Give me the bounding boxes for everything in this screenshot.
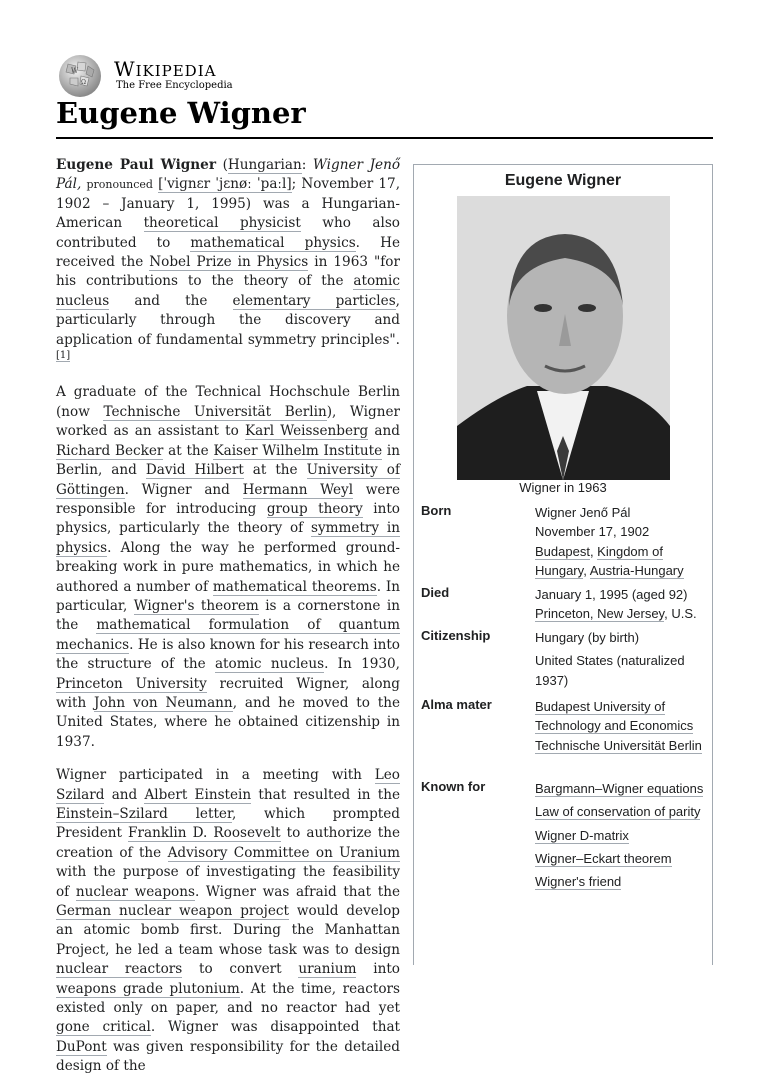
link-uranium[interactable]: uranium xyxy=(298,961,357,978)
link-einstein-szilard-letter[interactable]: Einstein–Szilard letter xyxy=(56,806,232,822)
born-label: Born xyxy=(421,503,452,518)
died-label: Died xyxy=(421,585,450,600)
link-group-theory[interactable]: group theory xyxy=(266,500,363,517)
wikipedia-globe-logo[interactable] xyxy=(56,54,104,98)
link-nuclear-weapons[interactable]: nuclear weapons xyxy=(75,883,195,900)
citizenship-value xyxy=(535,628,707,694)
link-dupont[interactable]: DuPont xyxy=(56,1038,107,1055)
portrait-photo[interactable] xyxy=(457,196,670,480)
link-german-nuclear-project[interactable]: German nuclear weapon project xyxy=(56,903,289,920)
link-bargmann-wigner[interactable]: Bargmann–Wigner equations xyxy=(535,781,704,796)
link-wigners-theorem[interactable]: Wigner's theorem xyxy=(133,597,259,614)
svg-text:Ω: Ω xyxy=(81,79,86,86)
alma-mater-value xyxy=(535,697,707,755)
link-gone-critical[interactable]: gone critical xyxy=(56,1019,151,1036)
link-symmetry-in-physics[interactable]: symmetry in physics xyxy=(56,520,400,556)
infobox xyxy=(413,164,713,965)
known-for-label: Known for xyxy=(421,779,486,794)
link-nobel-prize[interactable]: Nobel Prize in Physics xyxy=(149,254,309,271)
link-leo-szilard[interactable]: Leo Szilard xyxy=(56,767,400,803)
known-for-value xyxy=(535,779,707,895)
died-date: January 1, 1995 (aged 92) xyxy=(535,587,688,602)
article-body xyxy=(56,156,400,1091)
site-tagline: The Free Encyclopedia xyxy=(116,80,233,91)
link-mathematical-physics[interactable]: mathematical physics xyxy=(190,234,356,251)
link-hermann-weyl[interactable]: Hermann Weyl xyxy=(242,481,354,498)
title-divider xyxy=(56,137,713,139)
paragraph-manhattan: Wigner participated in a meeting with Leo Szilard and Albert Einstein that resulted in the Einstein–Szilard letter, which prompted President Franklin D. Roosevelt to authorize the creation of the Advisory Committee on Uranium with the purpose of investigating the feasibility of nuclear weapons. Wigner was afraid that the German nuclear weapon project would develop an atomic bomb first. During the Manhattan Project, he led a team whose task was to design nuclear reactors to convert uranium into weapons grade plutonium. At the time, reactors existed only on paper, and no reactor had yet gone critical. Wigner was disappointed that DuPont was given responsibility for the detailed design of the xyxy=(56,767,401,1075)
link-franklin-roosevelt[interactable]: Franklin D. Roosevelt xyxy=(128,825,281,842)
link-wigners-friend[interactable]: Wigner's friend xyxy=(535,874,622,890)
page-title: Eugene Wigner xyxy=(56,96,306,130)
link-theoretical-physicist[interactable]: theoretical physicist xyxy=(143,215,301,232)
link-john-von-neumann[interactable]: John von Neumann xyxy=(94,694,233,711)
link-karl-weissenberg[interactable]: Karl Weissenberg xyxy=(244,423,369,440)
link-wigner-d-matrix[interactable]: Wigner D-matrix xyxy=(535,827,629,843)
portrait-caption: Wigner in 1963 xyxy=(519,480,607,495)
link-elementary-particles[interactable]: elementary particles xyxy=(232,292,396,309)
link-advisory-committee[interactable]: Advisory Committee on Uranium xyxy=(167,844,400,861)
born-value: Wigner Jenő Pál November 17, 1902 Budapest, Kingdom of Hungary, Austria-Hungary xyxy=(535,503,707,580)
died-value: January 1, 1995 (aged 92) Princeton, New Jersey, U.S. xyxy=(535,585,707,624)
link-budapest-university[interactable]: Budapest University of Technology and Economics xyxy=(535,699,694,734)
link-atomic-nucleus-2[interactable]: atomic nucleus xyxy=(214,656,325,673)
paragraph-intro: Eugene Paul Wigner (Hungarian: Wigner Jenő Pál, pronounced [ˈviɡnɛr ˈjɛnøː ˈpaːl]; November 17, 1902 – January 1, 1995) was a Hungarian-American theoretical physicist who also contributed to mathematical physics. He received the Nobel Prize in Physics in 1963 "for his contributions to the theory of the atomic nucleus and the elementary particles, particularly through the discovery and application of fundamental symmetry principles".[1] xyxy=(56,157,401,361)
link-atomic-nucleus[interactable]: atomic nucleus xyxy=(56,273,400,309)
link-kingdom-of-hungary[interactable]: Kingdom of Hungary xyxy=(535,543,663,578)
ipa-pronunciation[interactable]: [ˈviɡnɛr ˈjɛnøː ˈpaːl] xyxy=(158,176,292,193)
citizenship-label: Citizenship xyxy=(421,628,491,643)
link-hungarian[interactable]: Hungarian xyxy=(227,157,302,173)
wikipedia-wordmark[interactable]: WIKIPEDIA xyxy=(114,57,217,81)
native-name: Wigner Jenő Pál, xyxy=(56,157,401,193)
link-albert-einstein[interactable]: Albert Einstein xyxy=(144,786,252,803)
link-kaiser-wilhelm-institute[interactable]: Kaiser Wilhelm Institute xyxy=(213,442,383,459)
citizenship-us: United States (naturalized 1937) xyxy=(535,653,685,688)
link-weapons-grade-plutonium[interactable]: weapons grade plutonium xyxy=(56,980,240,997)
link-conservation-of-parity[interactable]: Law of conservation of parity xyxy=(535,804,701,820)
site-header xyxy=(56,54,716,98)
link-nuclear-reactors[interactable]: nuclear reactors xyxy=(56,961,183,978)
link-tu-berlin-infobox[interactable]: Technische Universität Berlin xyxy=(535,737,702,753)
link-wigner-eckart[interactable]: Wigner–Eckart theorem xyxy=(535,850,672,866)
alma-mater-label: Alma mater xyxy=(421,697,492,712)
citizenship-hungary: Hungary (by birth) xyxy=(535,630,640,645)
subject-name: Eugene Paul Wigner xyxy=(56,157,216,173)
pronounced-label: pronounced xyxy=(86,178,153,192)
link-university-gottingen[interactable]: University of Göttingen xyxy=(56,462,401,498)
reference-1[interactable]: [1] xyxy=(56,349,71,361)
link-princeton-new-jersey[interactable]: Princeton, New Jersey xyxy=(535,606,665,622)
link-austria-hungary[interactable]: Austria-Hungary xyxy=(589,562,684,578)
infobox-title: Eugene Wigner xyxy=(504,172,622,189)
link-tu-berlin[interactable]: Technische Universität Berlin xyxy=(103,403,327,420)
born-name: Wigner Jenő Pál xyxy=(535,505,631,520)
link-david-hilbert[interactable]: David Hilbert xyxy=(145,462,244,479)
link-richard-becker[interactable]: Richard Becker xyxy=(56,442,164,459)
paragraph-education: A graduate of the Technical Hochschule Berlin (now Technische Universität Berlin), Wigner worked as an assistant to Karl Weissenberg and Richard Becker at the Kaiser Wilhelm Institute in Berlin, and David Hilbert at the University of Göttingen. Wigner and Hermann Weyl were responsible for introducing group theory into physics, particularly the theory of symmetry in physics. Along the way he performed ground-breaking work in pure mathematics, in which he authored a number of mathematical theorems. In particular, Wigner's theorem is a cornerstone in the mathematical formulation of quantum mechanics. He is also known for his research into the structure of the atomic nucleus. In 1930, Princeton University recruited Wigner, along with John von Neumann, and he moved to the United States, where he obtained citizenship in 1937. xyxy=(56,384,401,750)
link-mathematical-theorems[interactable]: mathematical theorems xyxy=(212,578,377,595)
svg-text:W: W xyxy=(71,67,79,75)
link-budapest[interactable]: Budapest xyxy=(535,543,590,559)
link-qm-formulation[interactable]: mathematical formulation of quantum mechanics xyxy=(56,617,400,653)
born-date: November 17, 1902 xyxy=(535,524,650,540)
link-princeton-university[interactable]: Princeton University xyxy=(56,675,207,692)
